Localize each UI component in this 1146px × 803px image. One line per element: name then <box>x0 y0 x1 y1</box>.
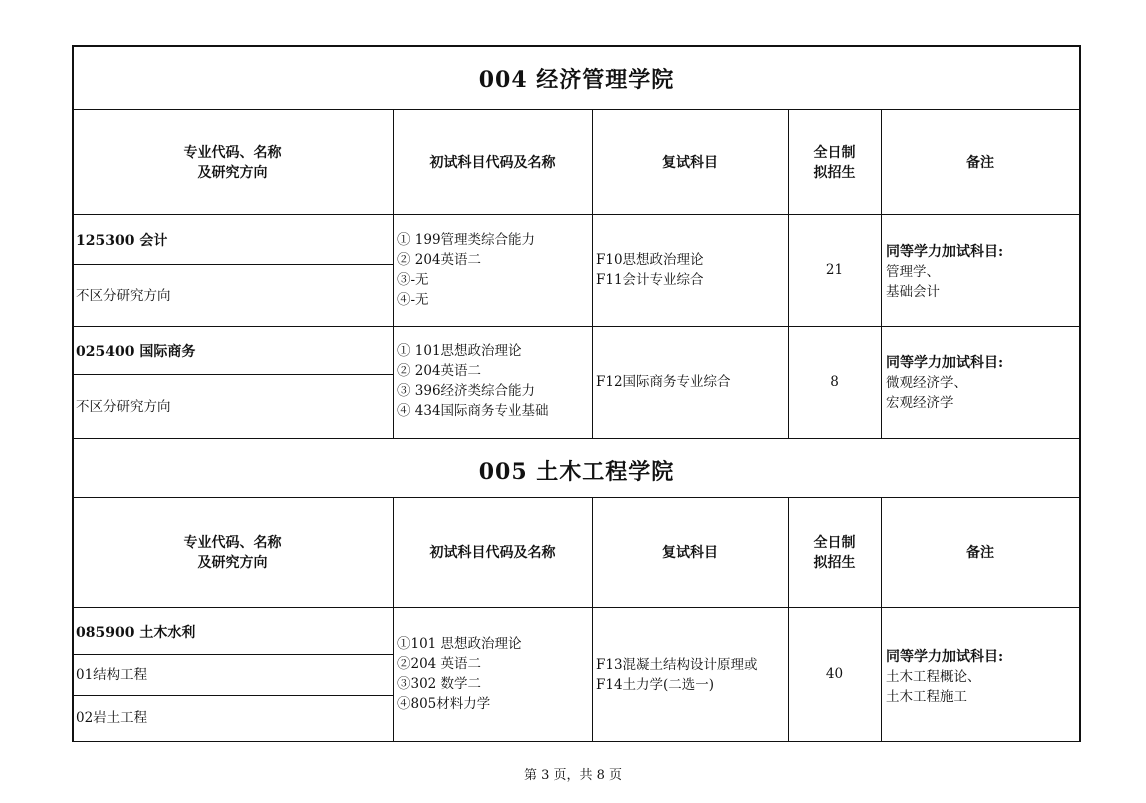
page-footer: 第 3 页，共 8 页 <box>523 768 623 783</box>
header-exam: 初试科目代码及名称 <box>429 155 556 171</box>
note-item: 土木工程施工 <box>886 689 967 705</box>
retest-list <box>596 372 731 392</box>
header-exam: 初试科目代码及名称 <box>429 545 556 561</box>
exam-item: ③-无 <box>397 272 429 288</box>
row-divider <box>72 497 1081 498</box>
table-bottom-border <box>72 741 1081 742</box>
header-major-line2: 及研究方向 <box>197 555 268 571</box>
quota-value: 21 <box>825 262 844 278</box>
row-divider <box>72 214 1081 215</box>
header-quota-line1: 全日制 <box>813 535 856 551</box>
note-item: 管理学、 <box>886 264 940 280</box>
section-title: 005 土木工程学院 <box>478 459 675 485</box>
exam-item: ③ 396经济类综合能力 <box>397 383 536 399</box>
header-major <box>72 143 393 183</box>
col-divider <box>393 497 394 741</box>
retest-item: F10思想政治理论 <box>596 252 704 268</box>
subrow-divider <box>72 374 393 375</box>
exam-item: ②204 英语二 <box>397 656 482 672</box>
row-divider <box>72 109 1081 110</box>
col-divider <box>592 497 593 741</box>
research-direction: 01结构工程 <box>76 667 148 683</box>
header-major-line1: 专业代码、名称 <box>183 535 282 551</box>
header-quota-line2: 拟招生 <box>813 555 856 571</box>
note-title: 同等学力加试科目: <box>886 649 1004 665</box>
note-item: 微观经济学、 <box>886 375 967 391</box>
table-right-border <box>1079 45 1081 742</box>
exam-item: ② 204英语二 <box>397 252 482 268</box>
exam-item: ①101 思想政治理论 <box>397 636 522 652</box>
header-major-line1: 专业代码、名称 <box>183 145 282 161</box>
row-divider <box>72 438 1081 439</box>
exam-item: ④805材料力学 <box>397 696 491 712</box>
header-quota-line2: 拟招生 <box>813 165 856 181</box>
retest-list <box>596 655 758 695</box>
major-name: 125300 会计 <box>76 233 168 249</box>
research-direction: 不区分研究方向 <box>76 399 171 415</box>
exam-item: ① 199管理类综合能力 <box>397 232 536 248</box>
table-top-border <box>72 45 1081 47</box>
header-note: 备注 <box>966 545 994 561</box>
quota-value: 8 <box>830 374 839 390</box>
exam-list <box>397 634 522 714</box>
exam-item: ④-无 <box>397 292 429 308</box>
exam-item: ① 101思想政治理论 <box>397 343 522 359</box>
note-title: 同等学力加试科目: <box>886 244 1004 260</box>
note-item: 土木工程概论、 <box>886 669 981 685</box>
quota-value: 40 <box>825 666 844 682</box>
header-quota <box>788 143 881 183</box>
header-major <box>72 533 393 573</box>
note <box>886 242 1003 302</box>
retest-item: F13混凝土结构设计原理或 <box>596 657 758 673</box>
section-title: 004 经济管理学院 <box>478 67 675 93</box>
exam-list <box>397 230 535 310</box>
subrow-divider <box>72 654 393 655</box>
note-item: 基础会计 <box>886 284 940 300</box>
note <box>886 647 1003 707</box>
retest-item: F12国际商务专业综合 <box>596 374 731 390</box>
exam-item: ③302 数学二 <box>397 676 482 692</box>
major-name: 025400 国际商务 <box>76 344 196 360</box>
retest-list <box>596 250 704 290</box>
header-retest: 复试科目 <box>662 155 718 171</box>
subrow-divider <box>72 264 393 265</box>
major-name: 085900 土木水利 <box>76 625 196 641</box>
subrow-divider <box>72 695 393 696</box>
col-divider <box>881 497 882 741</box>
header-retest: 复试科目 <box>662 545 718 561</box>
retest-item: F11会计专业综合 <box>596 272 704 288</box>
retest-item: F14土力学(二选一) <box>596 677 715 693</box>
header-quota <box>788 533 881 573</box>
research-direction: 不区分研究方向 <box>76 288 171 304</box>
note-item: 宏观经济学 <box>886 395 954 411</box>
note-title: 同等学力加试科目: <box>886 355 1004 371</box>
exam-list <box>397 341 549 421</box>
exam-item: ④ 434国际商务专业基础 <box>397 403 549 419</box>
research-direction: 02岩土工程 <box>76 710 148 726</box>
header-major-line2: 及研究方向 <box>197 165 268 181</box>
row-divider <box>72 326 1081 327</box>
note <box>886 353 1003 413</box>
exam-item: ② 204英语二 <box>397 363 482 379</box>
row-divider <box>72 607 1081 608</box>
header-note: 备注 <box>966 155 994 171</box>
header-quota-line1: 全日制 <box>813 145 856 161</box>
